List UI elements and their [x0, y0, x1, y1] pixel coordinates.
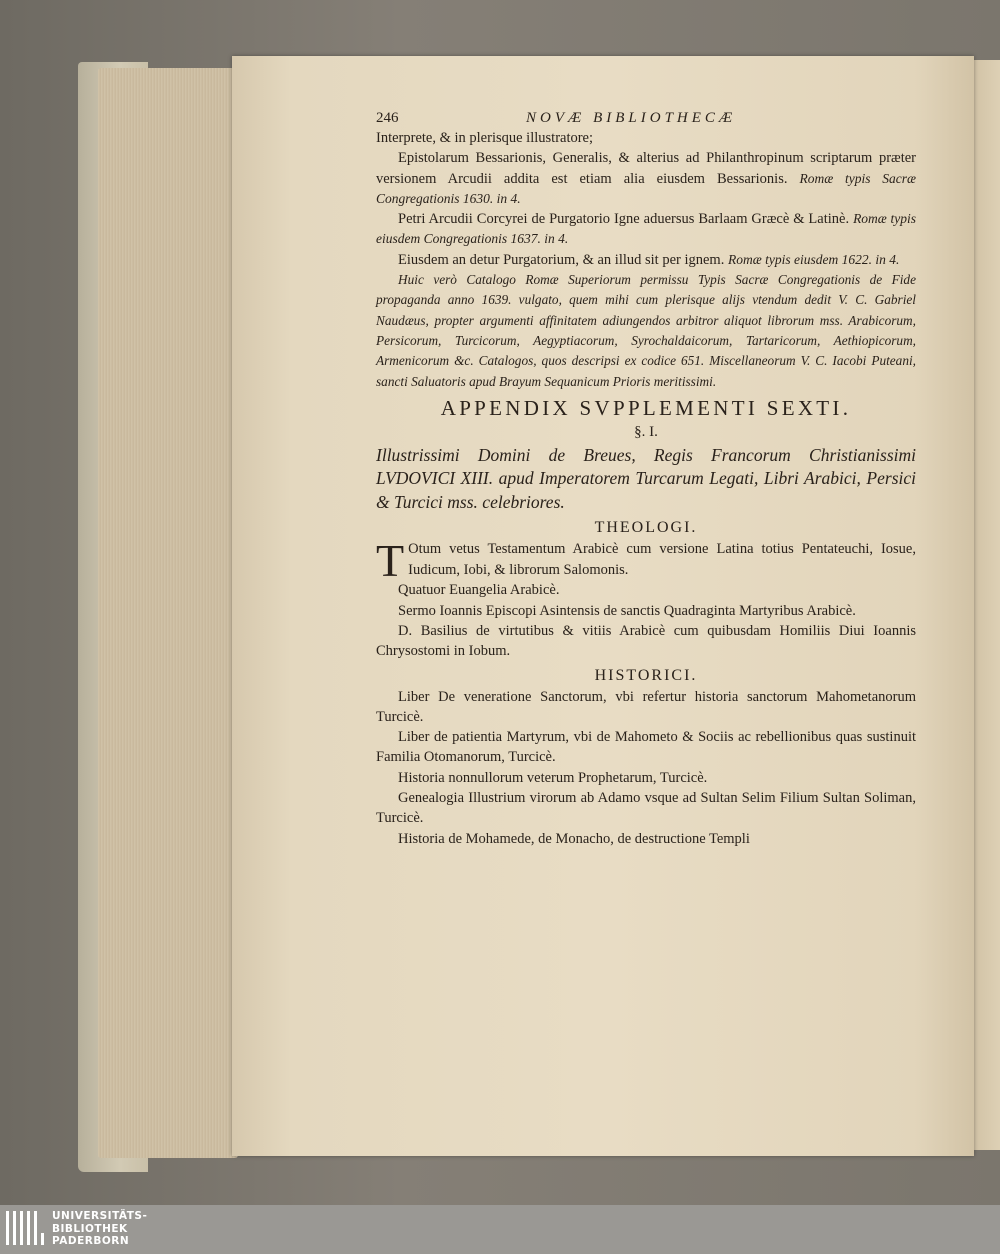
illustrissimi-heading: Illustrissimi Domini de Breues, Regis Francorum Christianissimi LVDOVICI XIII. apud Imperatorem Turcarum Legati, Libri Arabici, Persici & Turcici mss. celebriores. — [376, 444, 916, 512]
library-name — [52, 1210, 147, 1248]
arcudii-imprint: Romæ typis eiusdem Congregationis 1637. in 4. — [376, 211, 917, 247]
bessarion-text: Epistolarum Bessarionis, Generalis, & alterius ad Philanthropinum scriptarum præter versionem Arcudii addita est etiam alia eiusdem Bessarionis. — [376, 150, 916, 187]
theologi-item: Quatuor Euangelia Arabicè. — [398, 582, 560, 599]
paragraph-purgatorium — [376, 250, 916, 270]
historici-item: Historia de Mohamede, de Monacho, de destructione Templi — [398, 830, 750, 847]
historici-item: Liber De veneratione Sanctorum, vbi refertur historia sanctorum Mahometanorum Turcicè. — [376, 688, 916, 725]
theologi-heading: THEOLOGI. — [594, 519, 698, 537]
library-logo-icon — [6, 1211, 46, 1251]
historici-item: Liber de patientia Martyrum, vbi de Mahometo & Sociis ac rebellionibus quas sustinuit Familia Otomanorum, Turcicè. — [376, 729, 916, 766]
paragraph-interprete: Interprete, & in plerisque illustratore; — [376, 130, 594, 146]
running-head: NOVÆ BIBLIOTHECÆ — [526, 109, 737, 126]
theologi-item: D. Basilius de virtutibus & vitiis Arabicè cum quibusdam Homiliis Diui Ioannis Chrysostomi in Iobum. — [376, 622, 916, 660]
paragraph-bessarion — [376, 148, 916, 209]
library-name-line: UNIVERSITÄTS- — [52, 1210, 148, 1222]
historici-item: Historia nonnullorum veterum Prophetarum, Turcicè. — [398, 769, 708, 786]
arcudii-text: Petri Arcudii Corcyrei de Purgatorio Igne aduersus Barlaam Græcè & Latinè. — [398, 211, 850, 228]
theologi-item: Sermo Ioannis Episcopi Asintensis de sanctis Quadraginta Martyribus Arabicè. — [398, 602, 856, 619]
purgatorium-text: Eiusdem an detur Purgatorium, & an illud sit per ignem. — [398, 251, 725, 268]
appendix-title: APPENDIX SVPPLEMENTI SEXTI. — [440, 395, 852, 420]
drop-cap: T — [376, 535, 405, 587]
historici-item: Genealogia Illustrium virorum ab Adamo vsque ad Sultan Selim Filium Sultan Soliman, Turcicè. — [376, 790, 916, 827]
page-edges — [98, 68, 238, 1158]
page-number: 246 — [376, 109, 399, 126]
bessarion-imprint: Romæ typis Sacræ Congregationis 1630. in 4. — [376, 170, 917, 206]
section-number: §. I. — [634, 423, 658, 440]
purgatorium-imprint: Romæ typis eiusdem 1622. in 4. — [727, 251, 900, 267]
theologi-item-text: Otum vetus Testamentum Arabicè cum versione Latina totius Pentateuchi, Iosue, Iudicum, Iobi, & librorum Salomonis. — [408, 541, 916, 578]
page-text — [376, 104, 916, 849]
paragraph-arcudii — [376, 209, 916, 250]
page-header — [376, 104, 916, 128]
library-name-line: BIBLIOTHEK — [52, 1222, 128, 1235]
library-footer — [0, 1205, 1000, 1254]
historici-heading: HISTORICI. — [594, 666, 698, 684]
theologi-item — [376, 535, 916, 587]
paragraph-catalogo: Huic verò Catalogo Romæ Superiorum permissu Typis Sacræ Congregationis de Fide propaganda anno 1639. vulgato, quem mihi cum plerisque alijs vtendum dedit V. C. Gabriel Naudæus, propter argumenti affinitatem adiungendos arbitror aliquot librorum mss. Arabicorum, Persicorum, Turcicorum, Aegyptiacorum, Syrochaldaicorum, Tartaricorum, Aethiopicorum, Armenicorum &c. Catalogos, quos descripsi ex codice 651. Miscellaneorum V. C. Iacobi Puteani, sancti Saluatoris apud Brayum Sequanicum Prioris meritissimi. — [376, 272, 916, 389]
library-name-line: PADERBORN — [52, 1235, 130, 1247]
